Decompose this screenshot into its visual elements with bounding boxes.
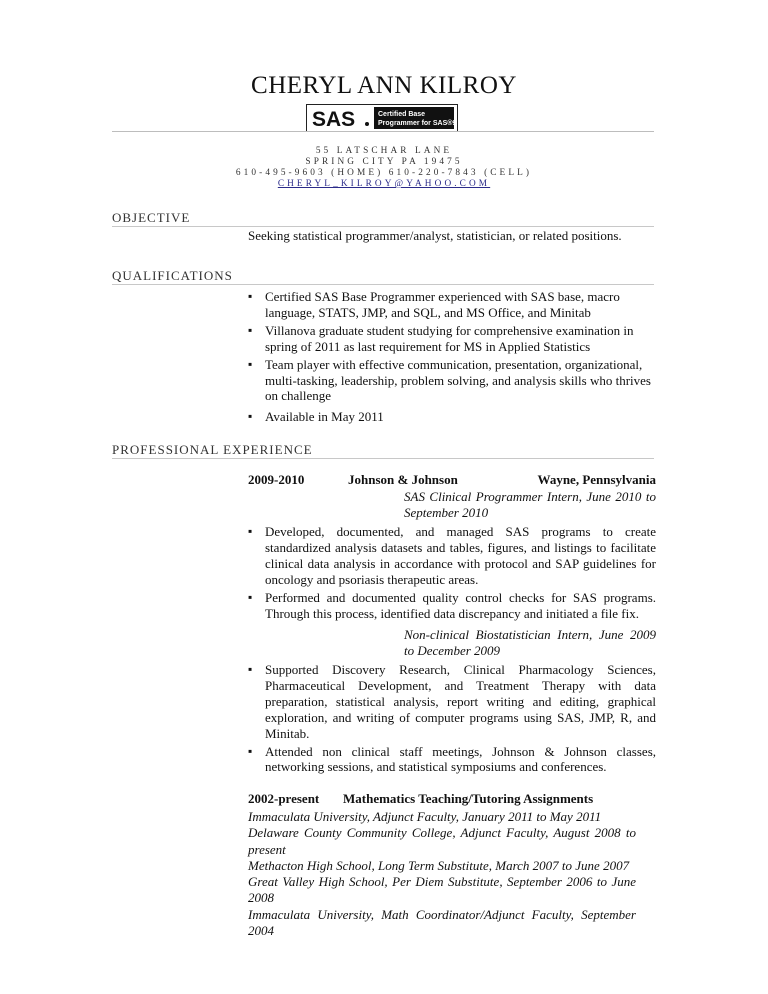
list-item: Immaculata University, Math Coordinator/Adjunct Faculty, September 2004 [248, 906, 636, 939]
list-item: ▪ Available in May 2011 [248, 409, 656, 425]
list-item: ▪ Certified SAS Base Programmer experienced with SAS base, macro language, STATS, JMP, and SQL, and MS Office, and Minitab [248, 289, 656, 321]
job1-dates: 2009-2010 [248, 472, 305, 487]
qualifications-divider [112, 284, 654, 285]
job1-role1-title: SAS Clinical Programmer Intern, June 2010 to September 2010 [404, 489, 656, 520]
job1-location: Wayne, Pennsylvania [537, 472, 656, 487]
objective-text: Seeking statistical programmer/analyst, statistician, or related positions. [248, 228, 622, 243]
list-item: Methacton High School, Long Term Substitute, March 2007 to June 2007 [248, 857, 630, 873]
experience-heading: PROFESSIONAL EXPERIENCE [112, 442, 313, 457]
address-line-2: SPRING CITY PA 19475 [305, 157, 463, 167]
experience-divider [112, 458, 654, 459]
address-line-1: 55 LATSCHAR LANE [315, 146, 453, 156]
email-link[interactable]: CHERYL_KILROY@YAHOO.COM [277, 179, 491, 189]
list-item: ▪ Villanova graduate student studying for comprehensive examination in spring of 2011 as last requirement for MS in Applied Statistics [248, 323, 656, 355]
job2-title: Mathematics Teaching/Tutoring Assignments [343, 791, 594, 806]
list-item: ▪ Performed and documented quality control checks for SAS programs. Through this process, identified data discrepancy and initiated a file fix. [248, 590, 656, 622]
list-item: Immaculata University, Adjunct Faculty, January 2011 to May 2011 [248, 809, 602, 824]
logo-line2: Programmer for SAS®9 [378, 120, 457, 127]
candidate-name: CHERYL ANN KILROY [251, 72, 517, 99]
list-item: ▪ Attended non clinical staff meetings, Johnson & Johnson classes, networking sessions, and statistical symposiums and conferences. [248, 744, 656, 776]
objective-heading: OBJECTIVE [112, 210, 191, 225]
job2-dates: 2002-present [248, 791, 320, 806]
header-divider [112, 131, 654, 132]
list-item: ▪ Developed, documented, and managed SAS programs to create standardized analysis datasets and tables, figures, and listings to facilitate clinical data analysis in accordance with protocol and SAP guidelines for oncology and psoriasis therapeutic areas. [248, 524, 656, 588]
job1-role1-duties [248, 524, 656, 623]
list-item: Great Valley High School, Per Diem Substitute, September 2006 to June 2008 [248, 874, 636, 906]
job2-assignments [248, 809, 636, 939]
job1-company: Johnson & Johnson [348, 472, 458, 487]
job1-role2-duties [248, 662, 656, 777]
list-item: ▪ Team player with effective communication, presentation, organizational, multi-tasking, leadership, problem solving, and analysis skills who thrives on challenge [248, 357, 656, 405]
list-item: ▪ Supported Discovery Research, Clinical Pharmacology Sciences, Pharmaceutical Development, and Treatment Therapy with data preparation, statistical analysis, report writing and editing, graphical exploration, and writing of computer programs using SAS, JMP, R, and Minitab. [248, 662, 656, 742]
list-item: Delaware County Community College, Adjunct Faculty, August 2008 to present [248, 825, 636, 857]
job1-role2-title: Non-clinical Biostatistician Intern, June 2009 to December 2009 [404, 627, 656, 658]
qualifications-list [248, 289, 656, 427]
logo-line1: Certified Base [378, 111, 426, 118]
sas-certification-logo [306, 104, 458, 132]
logo-brand-text: SAS [312, 108, 356, 131]
objective-divider [112, 226, 654, 227]
qualifications-heading: QUALIFICATIONS [112, 268, 233, 283]
email-row [0, 179, 768, 190]
phone-line: 610-495-9603 (HOME) 610-220-7843 (CELL) [235, 168, 533, 178]
